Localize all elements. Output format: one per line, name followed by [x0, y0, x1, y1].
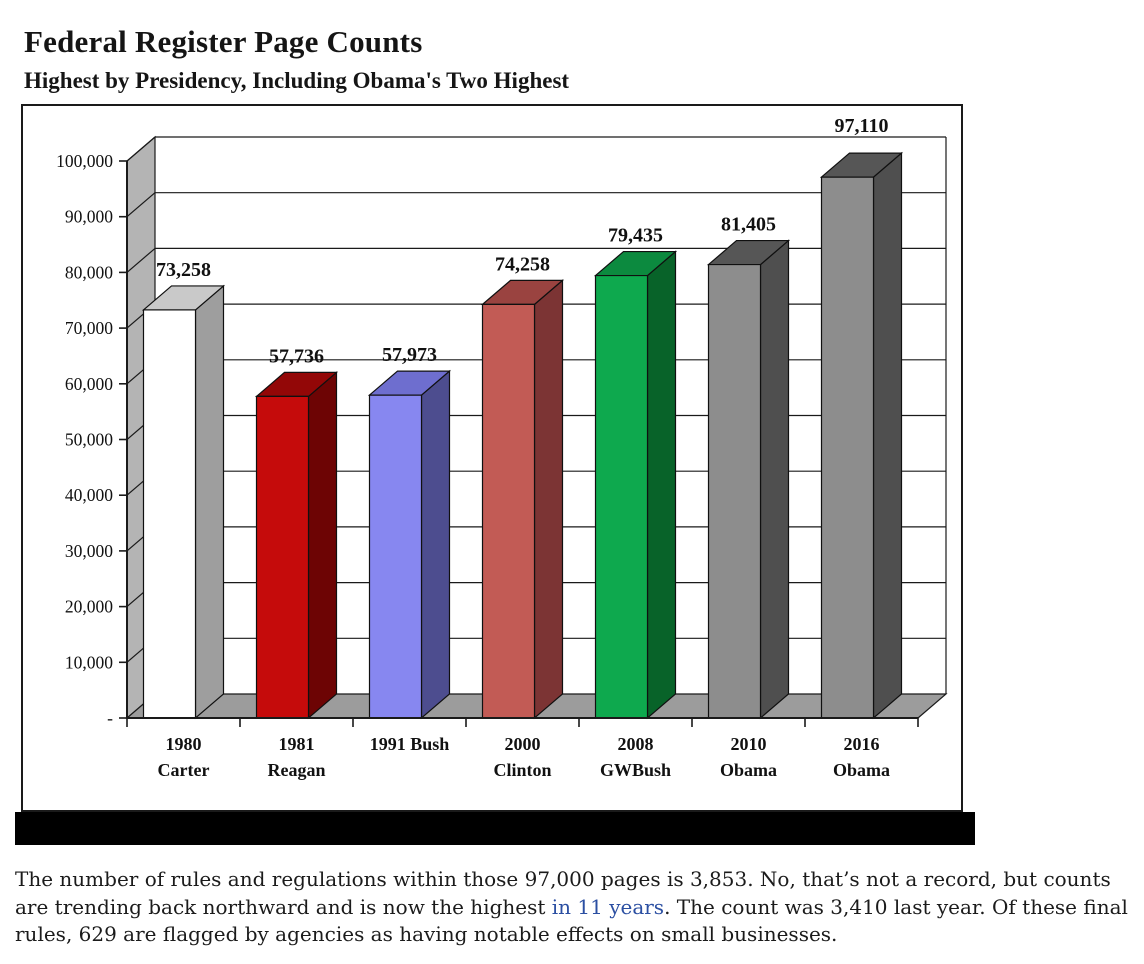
x-tick-label-president: Reagan — [267, 760, 326, 780]
y-tick-label: 70,000 — [64, 318, 113, 339]
bar-front-face — [370, 395, 422, 718]
x-tick-label-year: 1980 — [165, 734, 202, 754]
x-tick-label-president: Obama — [832, 760, 891, 780]
bar-value-label: 57,736 — [269, 345, 324, 368]
bar-value-label: 57,973 — [382, 344, 437, 367]
x-tick-label-president: Clinton — [493, 760, 552, 780]
x-tick-label-president: Carter — [157, 760, 210, 780]
bar-front-face — [822, 177, 874, 718]
bar-side-face — [648, 252, 676, 718]
bar-value-label: 73,258 — [156, 258, 211, 281]
bar-2000 — [483, 280, 563, 718]
x-tick-label-year: 2008 — [617, 734, 654, 754]
bar-side-face — [422, 371, 450, 718]
x-tick-label-year: 2016 — [843, 734, 880, 754]
chart-title: Federal Register Page Counts — [24, 24, 423, 59]
bar-value-label: 81,405 — [721, 213, 776, 236]
chart-container — [21, 104, 963, 812]
bar-side-face — [535, 280, 563, 718]
bar-2010 — [709, 241, 789, 718]
x-tick-label-year: 2010 — [730, 734, 767, 754]
x-tick-label-year: 1991 Bush — [369, 734, 450, 754]
bar-chart-3d-canvas — [23, 106, 961, 810]
y-tick-label: 30,000 — [64, 540, 113, 561]
y-tick-label: 40,000 — [64, 485, 113, 506]
bottom-black-bar — [15, 812, 975, 845]
bar-side-face — [309, 372, 337, 718]
x-tick-label-president: GWBush — [599, 760, 672, 780]
bar-front-face — [709, 265, 761, 718]
y-tick-label: - — [107, 708, 113, 728]
y-tick-label: 90,000 — [64, 206, 113, 227]
bar-2008 — [596, 252, 676, 718]
y-tick-label: 80,000 — [64, 262, 113, 283]
bar-front-face — [257, 396, 309, 718]
bar-1991-bush — [370, 371, 450, 718]
bar-side-face — [196, 286, 224, 718]
bar-1981 — [257, 372, 337, 718]
caption-after: . The count was 3,410 last year. Of these final rules, 629 are flagged by agencies as having notable effects on small businesses. — [15, 894, 1128, 947]
y-tick-label: 20,000 — [64, 596, 113, 617]
x-tick-label-year: 1981 — [278, 734, 315, 754]
bar-front-face — [596, 276, 648, 718]
bar-value-label: 97,110 — [834, 115, 889, 137]
bar-front-face — [144, 310, 196, 718]
x-tick-label-year: 2000 — [504, 734, 541, 754]
chart-subtitle: Highest by Presidency, Including Obama's Two Highest — [24, 68, 570, 93]
bar-side-face — [874, 153, 902, 718]
bar-2016 — [822, 153, 902, 718]
y-tick-label: 10,000 — [64, 652, 113, 673]
caption-before: The number of rules and regulations within those 97,000 pages is 3,853. No, that’s not a record, but counts are trending back northward and is now the highest — [15, 867, 1111, 919]
y-tick-label: 60,000 — [64, 373, 113, 394]
bar-1980 — [144, 286, 224, 718]
y-tick-label: 100,000 — [56, 151, 113, 171]
bar-side-face — [761, 241, 789, 718]
caption-text — [15, 866, 1141, 949]
y-tick-label: 50,000 — [64, 429, 113, 450]
caption-link-in-11-years[interactable]: in 11 years — [551, 894, 665, 919]
bar-value-label: 79,435 — [608, 224, 663, 247]
bar-front-face — [483, 304, 535, 718]
x-tick-label-president: Obama — [719, 760, 778, 780]
bar-value-label: 74,258 — [495, 253, 550, 276]
